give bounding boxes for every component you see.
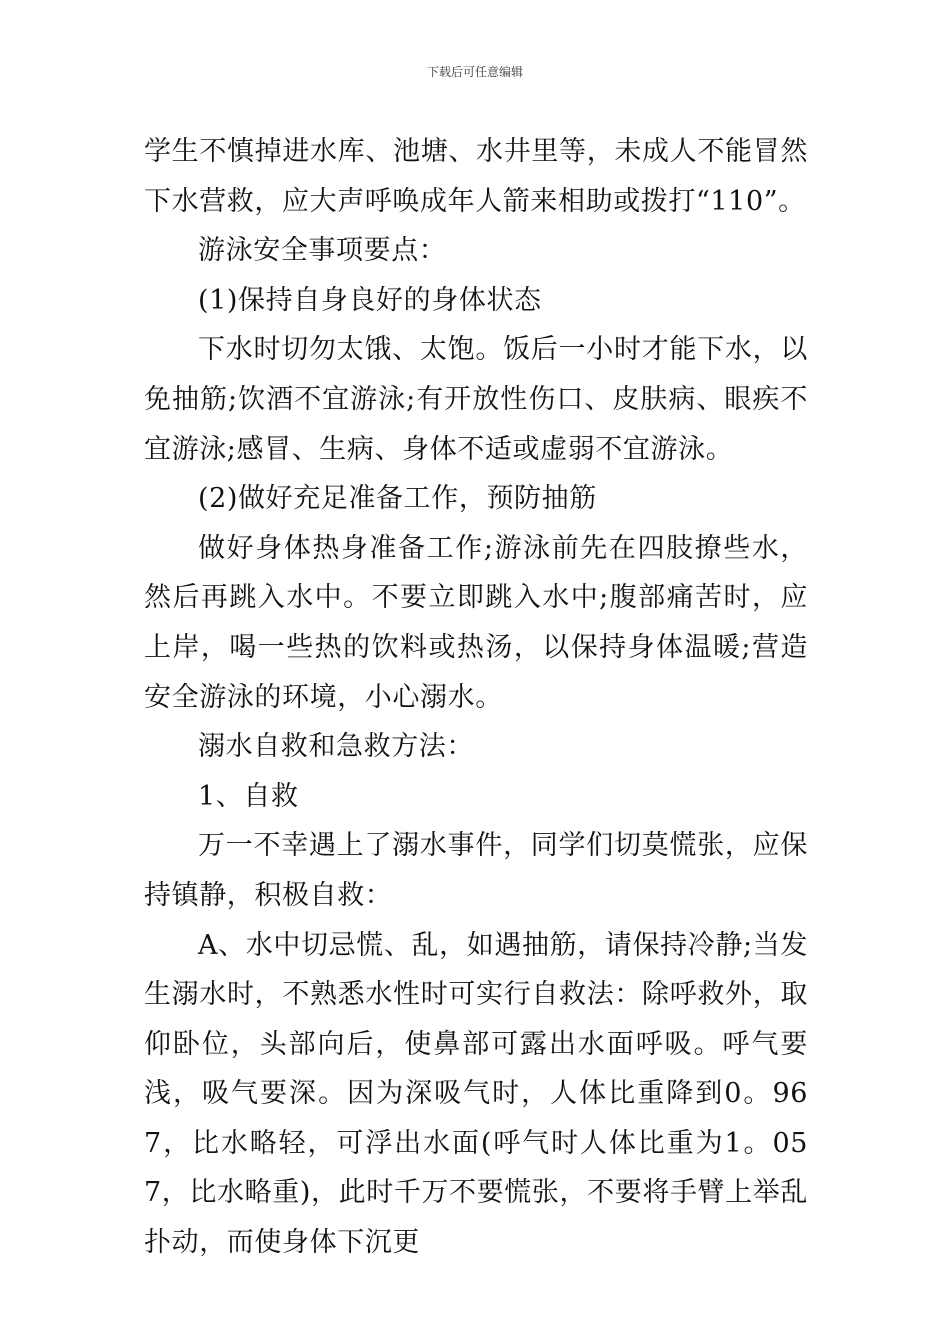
paragraph-point-1-title: (1)保持自身良好的身体状态 bbox=[198, 284, 542, 316]
paragraph-self-rescue-a: A、水中切忌慌、乱，如遇抽筋，请保持冷静;当发生溺水时，不熟悉水性时可实行自救法：除呼救外，取仰卧位，头部向后，使鼻部可露出水面呼吸。呼气要浅，吸气要深。因为深吸气时，人体比重降到0。967，比水略轻，可浮出水面(呼气时人体比重为1。057，比水略重)，此时千万不要慌张，不要将手臂上举乱扑动，而使身体下沉更 bbox=[144, 929, 808, 1259]
paragraph-point-2-body: 做好身体热身准备工作;游泳前先在四肢撩些水，然后再跳入水中。不要立即跳入水中;腹部痛苦时，应上岸，喝一些热的饮料或热汤，以保持身体温暖;营造安全游泳的环境，小心溺水。 bbox=[144, 532, 808, 713]
paragraph-point-1-body: 下水时切勿太饿、太饱。饭后一小时才能下水，以免抽筋;饮酒不宜游泳;有开放性伤口、皮肤病、眼疾不宜游泳;感冒、生病、身体不适或虚弱不宜游泳。 bbox=[144, 334, 808, 465]
page-header: 下载后可任意编辑 bbox=[426, 65, 523, 79]
paragraph-self-rescue-intro: 万一不幸遇上了溺水事件，同学们切莫慌张，应保持镇静，积极自救： bbox=[144, 830, 808, 911]
paragraph-safety-heading: 游泳安全事项要点： bbox=[198, 235, 447, 267]
paragraph-point-2-title: (2)做好充足准备工作，预防抽筋 bbox=[198, 483, 597, 515]
paragraph-rescue-warning: 学生不慎掉进水库、池塘、水井里等，未成人不能冒然下水营救，应大声呼唤成年人箭来相助或拨打“110”。 bbox=[144, 136, 808, 217]
paragraph-rescue-methods-heading: 溺水自救和急救方法： bbox=[198, 731, 474, 763]
paragraph-self-rescue-title: 1、自救 bbox=[198, 780, 299, 812]
document-body bbox=[144, 127, 808, 1268]
